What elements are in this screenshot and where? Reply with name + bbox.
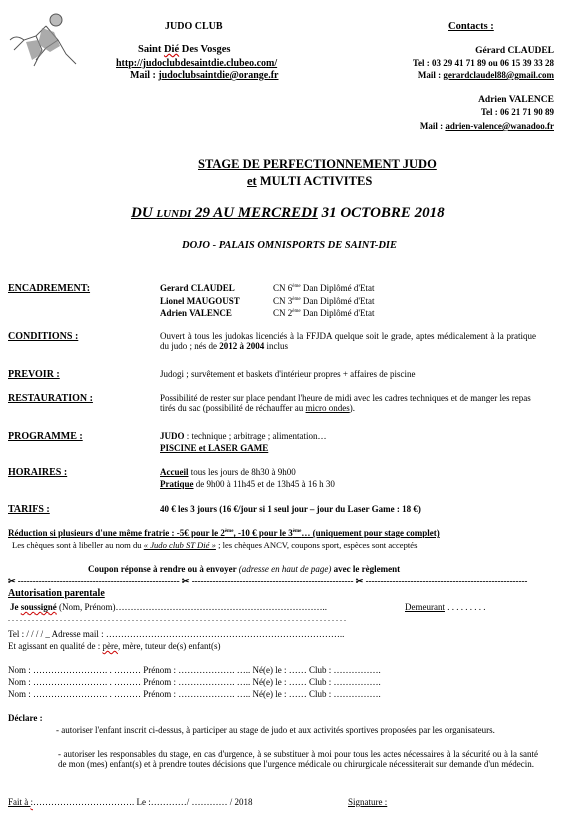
- reduction-text: Réduction si plusieurs d'une même fratrie : -5€ pour le 2ème, -10 € pour le 3ème… (uniquement pour stage complet): [8, 528, 440, 538]
- soussigne-line[interactable]: Je soussigné (Nom, Prénom)……………………………………………………………..: [10, 602, 328, 612]
- contact-1-tel: Tel : 03 29 41 71 89 ou 06 15 39 33 28: [412, 58, 554, 68]
- demeurant-field[interactable]: Demeurant . . . . . . . . .: [405, 602, 486, 612]
- judo-logo-icon: [6, 10, 84, 72]
- staff-name: Gerard CLAUDEL: [160, 283, 235, 293]
- club-city: Saint Dié Des Vosges: [138, 44, 231, 55]
- scissors-icon: ✂: [8, 576, 16, 586]
- coupon-notice: Coupon réponse à rendre ou à envoyer (adresse en haut de page) avec le règlement: [88, 564, 401, 574]
- club-name: JUDO CLUB: [165, 21, 223, 32]
- staff-name: Adrien VALENCE: [160, 308, 232, 318]
- restauration-label: RESTAURATION :: [8, 393, 93, 404]
- club-website-link[interactable]: http://judoclubdesaintdie.clubeo.com/: [116, 58, 278, 69]
- staff-grade: CN 2ème Dan Diplômé d'Etat: [273, 308, 375, 318]
- coupon-cut-line: ✂ ------------------------------------------------------ ✂ ------------------------------------------------------ ✂ ------------------------------------------------------: [8, 576, 528, 586]
- contact-2-tel: Tel : 06 21 71 90 89: [480, 107, 554, 117]
- cheques-text: Les chèques sont à libeller au nom du « Judo club ST Dié » ; les chèques ANCV, coupons sport, espèces sont acceptés: [12, 540, 418, 550]
- conditions-label: CONDITIONS :: [8, 331, 79, 342]
- title-line-1: STAGE DE PERFECTIONNEMENT JUDO: [198, 157, 437, 171]
- contact-2-mail-link[interactable]: adrien-valence@wanadoo.fr: [445, 121, 554, 131]
- restauration-text: Possibilité de rester sur place pendant l'heure de midi avec les cadres techniques et de manger les repas tirés du sac (possibilité de réchauffer au micro ondes).: [160, 393, 531, 414]
- title-line-2: et MULTI ACTIVITES: [247, 174, 373, 188]
- scissors-icon: ✂: [355, 576, 364, 586]
- declare-item-2: - autoriser les responsables du stage, en cas d'urgence, à se substituer à moi pour tous les actes nécessaires à la sécurité ou à la santé de mon (mes) enfant(s) et à prendre toutes décisions que l'urgence médicale ou chirurgicale nécessiterait sur demande d'un médecin.: [58, 749, 538, 770]
- horaire-pratique: Pratique de 9h00 à 11h45 et de 13h45 à 16 h 30: [160, 479, 335, 489]
- tarifs-text: 40 € les 3 jours (16 €/jour si 1 seul jour – jour du Laser Game : 18 €): [160, 504, 421, 514]
- encadrement-label: ENCADREMENT:: [8, 283, 91, 294]
- programme-text: JUDO : technique ; arbitrage ; alimentation…: [160, 431, 327, 441]
- programme-activities: PISCINE et LASER GAME: [160, 443, 269, 453]
- tarifs-label: TARIFS :: [8, 504, 50, 515]
- contacts-title: Contacts :: [448, 21, 494, 32]
- horaires-label: HORAIRES :: [8, 467, 68, 478]
- prevoir-label: PREVOIR :: [8, 369, 60, 380]
- prevoir-text: Judogi ; survêtement et baskets d'intérieur propres + affaires de piscine: [160, 369, 416, 379]
- conditions-text: Ouvert à tous les judokas licenciés à la FFJDA quelque soit le grade, aptes médicalement à la pratique du judo ; nés de 2012 à 2004 inclus: [160, 331, 536, 352]
- autorisation-title: Autorisation parentale: [8, 588, 105, 599]
- qualite-line[interactable]: Et agissant en qualité de : père, mère, tuteur de(s) enfant(s): [8, 641, 221, 651]
- scissors-icon: ✂: [181, 576, 190, 586]
- tel-mail-line[interactable]: Tel : / / / / _ Adresse mail : ……………………………………………………………………..: [8, 629, 345, 639]
- stage-dates: DU LUNDI 29 AU MERCREDI 31 OCTOBRE 2018: [131, 205, 445, 221]
- contact-1-mail-link[interactable]: gerardclaudel88@gmail.com: [443, 70, 554, 80]
- child-row[interactable]: Nom : ……………………. . ……… Prénom : ………………. ….. Né(e) le : …… Club : …………….: [8, 689, 381, 699]
- signature-label: Signature :: [348, 797, 388, 807]
- staff-grade: CN 3ème Dan Diplômé d'Etat: [273, 296, 375, 306]
- contact-1-name: Gérard CLAUDEL: [475, 46, 554, 56]
- stage-venue: DOJO - PALAIS OMNISPORTS DE SAINT-DIE: [182, 240, 397, 251]
- address-dots-line[interactable]: . . . . . . . . . . . . . . . . . . . . . . . . . . . . . . . . . . . . . . . . . . . . . . . . . . . . . . . . . . . . . . . . . . . . . . . . . . . . . . . . . . . . .: [8, 614, 346, 623]
- declare-label: Déclare :: [8, 713, 43, 723]
- fait-a-line[interactable]: Fait à :……………………………. Le :…………/ ………… / 2018: [8, 797, 253, 807]
- child-row[interactable]: Nom : ……………………. . ……… Prénom : ………………. ….. Né(e) le : …… Club : …………….: [8, 665, 381, 675]
- staff-grade: CN 6ème Dan Diplômé d'Etat: [273, 283, 375, 293]
- declare-item-1: - autoriser l'enfant inscrit ci-dessus, à participer au stage de judo et aux activités sportives proposées par les organisateurs.: [56, 725, 495, 735]
- contact-2-mail: Mail : adrien-valence@wanadoo.fr: [419, 121, 554, 131]
- child-row[interactable]: Nom : ……………………. . ……… Prénom : ………………. ….. Né(e) le : …… Club : …………….: [8, 677, 381, 687]
- contact-1-mail: Mail : gerardclaudel88@gmail.com: [417, 70, 554, 80]
- programme-label: PROGRAMME :: [8, 431, 83, 442]
- club-mail-link[interactable]: judoclubsaintdie@orange.fr: [158, 70, 279, 81]
- horaire-accueil: Accueil tous les jours de 8h30 à 9h00: [160, 467, 296, 477]
- contact-2-name: Adrien VALENCE: [478, 95, 554, 105]
- staff-name: Lionel MAUGOUST: [160, 296, 240, 306]
- club-mail: Mail : judoclubsaintdie@orange.fr: [130, 70, 279, 81]
